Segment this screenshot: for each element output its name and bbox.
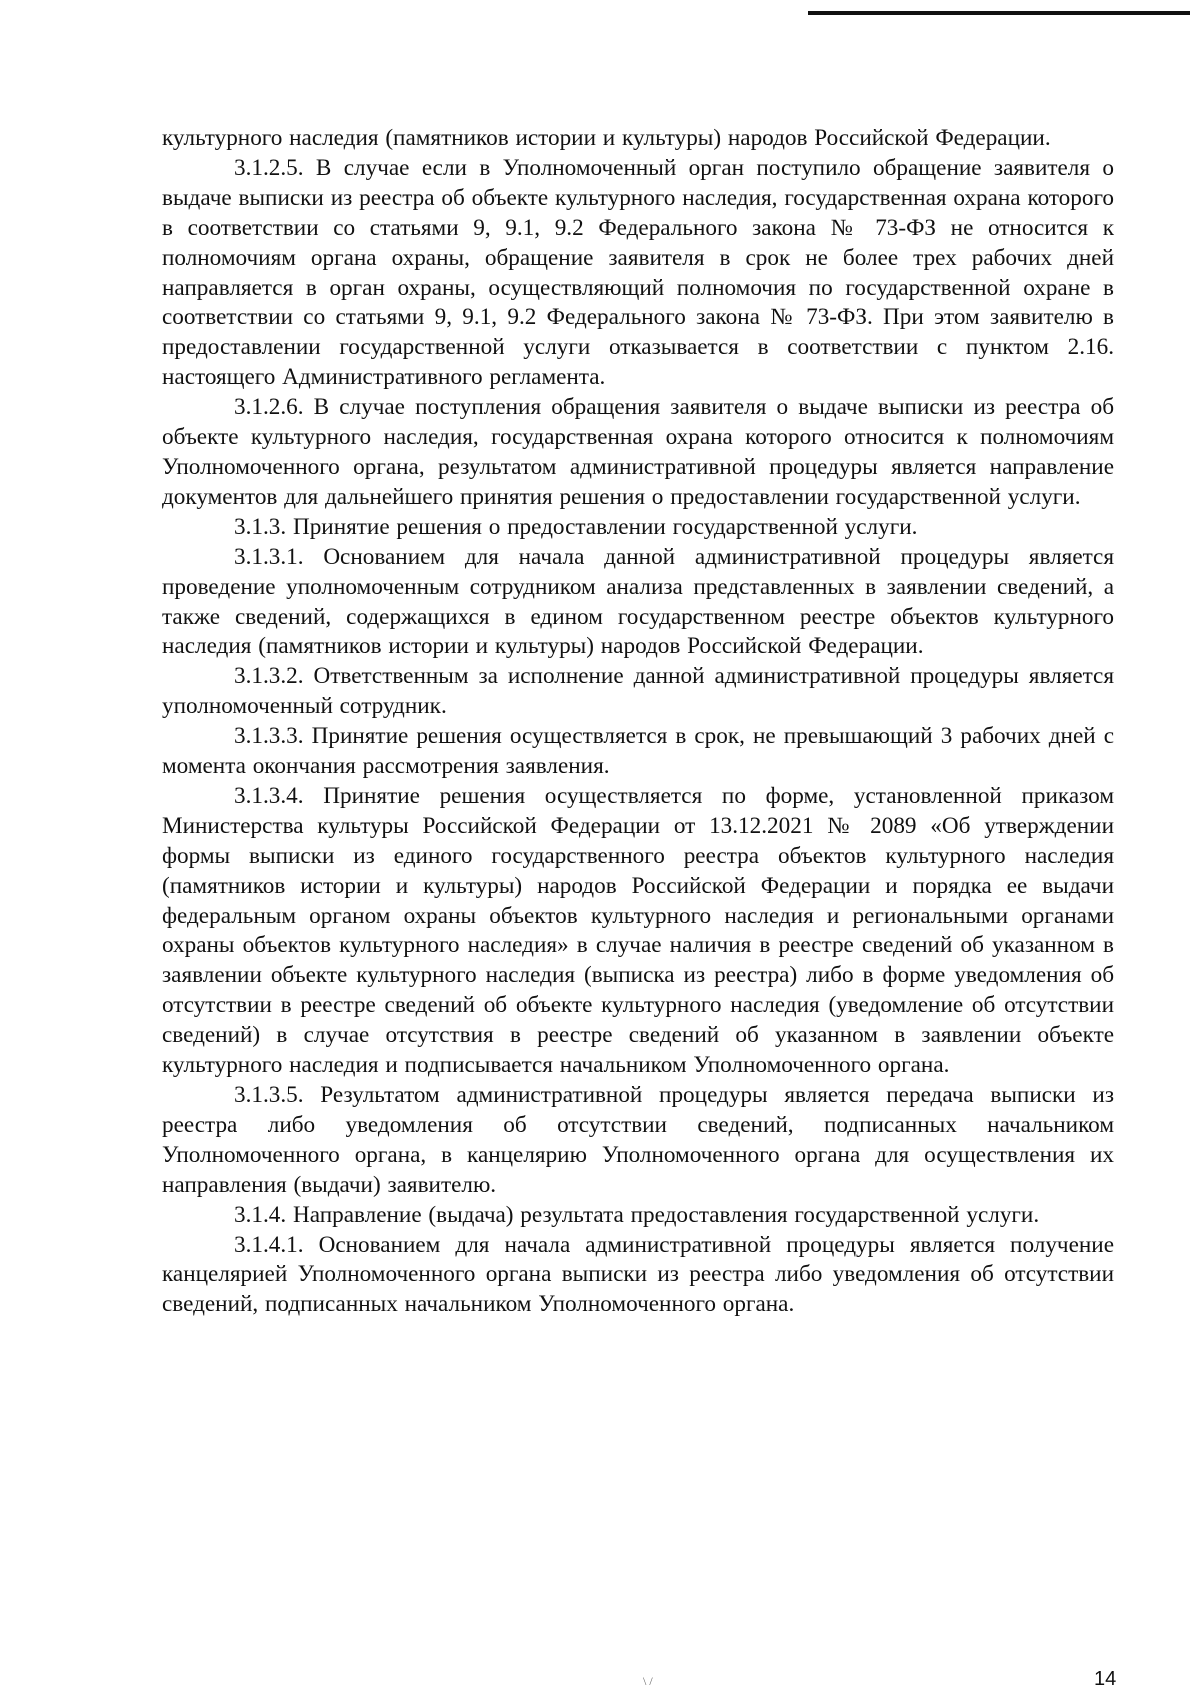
scan-mark: \ / <box>643 1674 653 1688</box>
paragraph-3-1-3-1: 3.1.3.1. Основанием для начала данной административной процедуры является проведение уполномоченным сотрудником анализа представленных в заявлении сведений, а также сведений, содержащихся в едином государственном реестре объектов культурного наследия (памятников истории и культуры) народов Российской Федерации. <box>162 543 1114 660</box>
paragraph-3-1-4-1: 3.1.4.1. Основанием для начала административной процедуры является получение канцелярией Уполномоченного органа выписки из реестра либо уведомления об отсутствии сведений, подписанных начальником Уполномоченного органа. <box>162 1231 1114 1318</box>
paragraph-continuation: культурного наследия (памятников истории и культуры) народов Российской Федерации. <box>162 125 1051 151</box>
paragraph-3-1-3-5: 3.1.3.5. Результатом административной процедуры является передача выписки из реестра либо уведомления об отсутствии сведений, подписанных начальником Уполномоченного органа, в канцелярию Уполномоченного органа для осуществления их направления (выдачи) заявителю. <box>162 1082 1114 1198</box>
top-rule <box>808 11 1190 15</box>
paragraph-3-1-4: 3.1.4. Направление (выдача) результата предоставления государственной услуги. <box>234 1201 1040 1228</box>
page-number: 14 <box>1094 1668 1117 1690</box>
paragraph-3-1-3-4: 3.1.3.4. Принятие решения осуществляется по форме, установленной приказом Министерства культуры Российской Федерации от 13.12.2021 № 2089 «Об утверждении формы выписки из единого государственного реестра объектов культурного наследия (памятников истории и культуры) народов Российской Федерации и порядка ее выдачи федеральным органом охраны объектов культурного наследия и региональными органами охраны объектов культурного наследия» в случае наличия в реестре сведений об указанном в заявлении объекте культурного наследия (выписка из реестра) либо в форме уведомления об отсутствии в реестре сведений об объекте культурного наследия (уведомление об отсутствии сведений) в случае отсутствия в реестре сведений об указанном в заявлении объекте культурного наследия и подписывается начальником Уполномоченного органа. <box>162 782 1114 1079</box>
paragraph-3-1-2-6: 3.1.2.6. В случае поступления обращения заявителя о выдаче выписки из реестра об объекте культурного наследия, государственная охрана которого относится к полномочиям Уполномоченного органа, результатом административной процедуры является направление документов для дальнейшего принятия решения о предоставлении государственной услуги. <box>162 394 1114 510</box>
document-body <box>162 124 1114 1320</box>
paragraph-3-1-3-2: 3.1.3.2. Ответственным за исполнение данной административной процедуры является уполномоченный сотрудник. <box>162 663 1114 720</box>
paragraph-3-1-2-5: 3.1.2.5. В случае если в Уполномоченный орган поступило обращение заявителя о выдаче выписки из реестра об объекте культурного наследия, государственная охрана которого в соответствии со статьями 9, 9.1, 9.2 Федерального закона № 73-ФЗ не относится к полномочиям органа охраны, обращение заявителя в срок не более трех рабочих дней направляется в орган охраны, осуществляющий полномочия по государственной охране в соответствии со статьями 9, 9.1, 9.2 Федерального закона № 73-ФЗ. При этом заявителю в предоставлении государственной услуги отказывается в соответствии с пунктом 2.16. настоящего Административного регламента. <box>162 154 1114 391</box>
paragraph-3-1-3: 3.1.3. Принятие решения о предоставлении государственной услуги. <box>234 513 918 540</box>
paragraph-3-1-3-3: 3.1.3.3. Принятие решения осуществляется в срок, не превышающий 3 рабочих дней с момента окончания рассмотрения заявления. <box>162 723 1114 780</box>
